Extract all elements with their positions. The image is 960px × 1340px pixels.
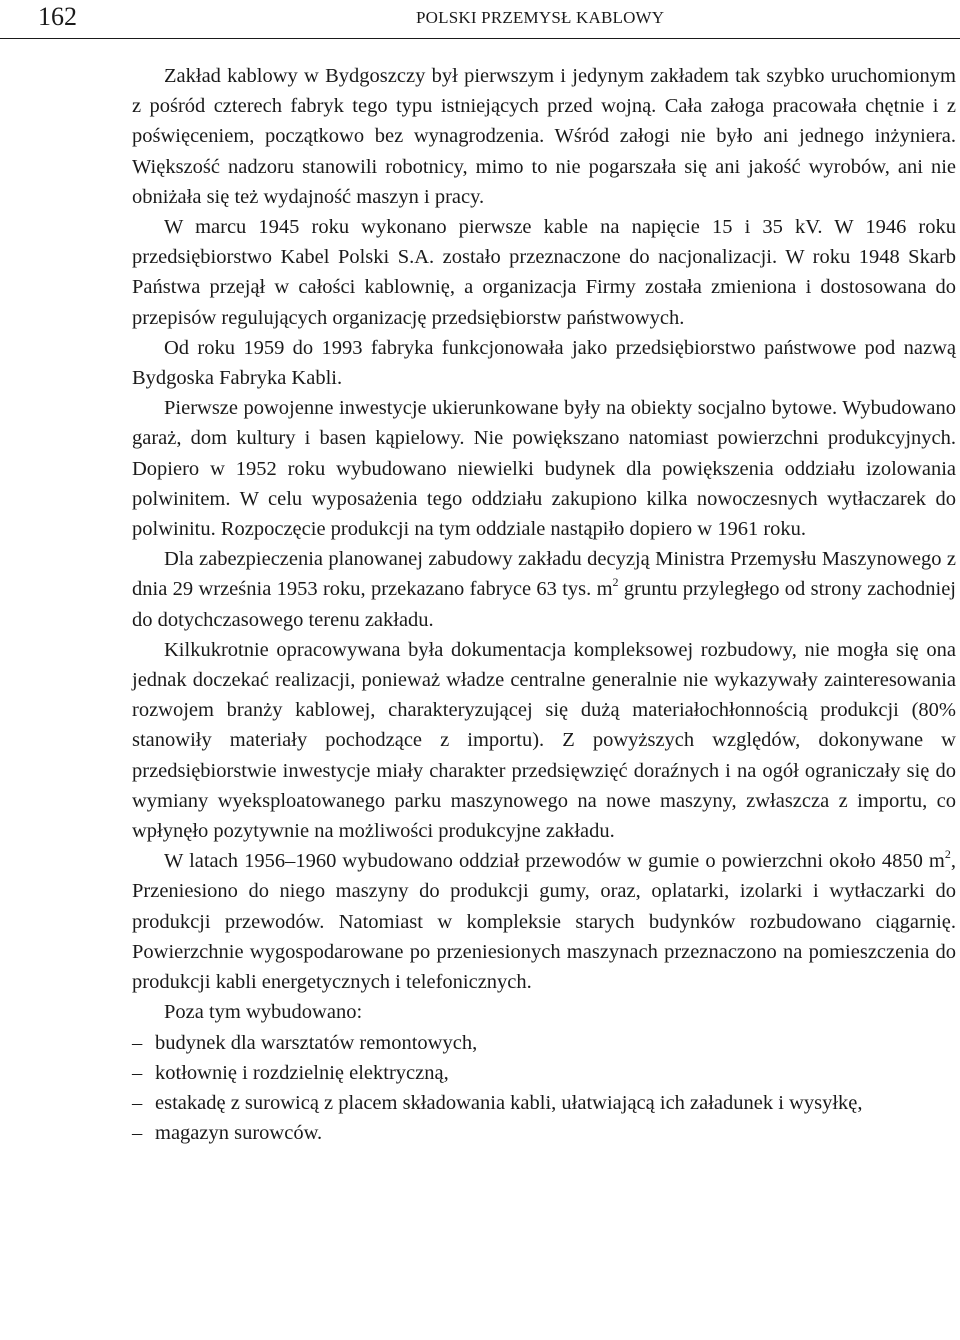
paragraph: Zakład kablowy w Bydgoszczy był pierwszym i jedynym zakładem tak szybko uruchomionym z pośród czterech fabryk tego typu istniejących przed wojną. Cała załoga pracowała chętnie i z poświęceniem, początkowo bez wynagrodzenia. Wśród załogi nie było ani jednego inżyniera. Większość nadzoru stanowili robotnicy, mimo to nie pogarszała się ani jakość wyrobów, ani nie obniżała się też wydajność maszyn i pracy. — [132, 65, 956, 208]
superscript: 2 — [612, 575, 619, 590]
built-items-list — [132, 1028, 956, 1149]
list-item-text: budynek dla warsztatów remontowych, — [155, 1031, 478, 1054]
list-item-text: kotłownię i rozdzielnię elektryczną, — [155, 1061, 449, 1084]
paragraph — [132, 544, 956, 635]
superscript: 2 — [944, 847, 951, 862]
list-intro: Poza tym wybudowano: — [164, 1001, 363, 1024]
paragraph — [132, 846, 956, 997]
list-dash: – — [132, 1031, 143, 1054]
page-header — [0, 0, 960, 39]
text-run: W latach 1956–1960 wybudowano oddział przewodów w gumie o powierzchni około 4850 m — [164, 850, 945, 873]
list-dash: – — [132, 1122, 143, 1145]
list-item — [132, 1118, 956, 1148]
list-item-text: magazyn surowców. — [155, 1122, 323, 1145]
text-run: gruntu przyległego od strony zachodniej do dotychczasowego terenu zakładu. — [132, 578, 956, 631]
body-text — [132, 61, 956, 1148]
paragraph: Od roku 1959 do 1993 fabryka funkcjonowała jako przedsiębiorstwo państwowe pod nazwą Bydgoska Fabryka Kabli. — [132, 336, 956, 390]
list-dash: – — [132, 1061, 143, 1084]
list-item — [132, 1088, 956, 1118]
paragraph: Pierwsze powojenne inwestycje ukierunkowane były na obiekty socjalno bytowe. Wybudowano garaż, dom kultury i basen kąpielowy. Nie powiększano natomiast powierzchni produkcyjnych. Dopiero w 1952 roku wybudowano niewielki budynek dla powiększenia oddziału izolowania polwinitem. W celu wyposażenia tego oddziału zakupiono kilka nowoczesnych wytłaczarek do polwinitu. Rozpoczęcie produkcji na tym oddziale nastąpiło dopiero w 1961 roku. — [132, 397, 956, 541]
paragraph: W marcu 1945 roku wykonano pierwsze kable na napięcie 15 i 35 kV. W 1946 roku przedsiębiorstwo Kabel Polski S.A. zostało przeznaczone do nacjonalizacji. W roku 1948 Skarb Państwa przejął w całości kablownię, a organizacja Firmy została zmieniona i dostosowana do przepisów regulujących organizację przedsiębiorstw państwowych. — [132, 216, 956, 329]
list-dash: – — [132, 1091, 143, 1114]
list-item — [132, 1028, 956, 1058]
paragraph: Kilkukrotnie opracowywana była dokumentacja kompleksowej rozbudowy, nie mogła się ona jednak doczekać realizacji, ponieważ władze centralne generalnie nie wykazywały zainteresowania rozwojem branży kablowej, charakteryzującej się dużą materiałochłonnością produkcji (80% stanowiły materiały pochodzące z importu). Z powyższych względów, dokonywane w przedsiębiorstwie inwestycje miały charakter przedsięwzięć doraźnych i na ogół ograniczały się do wymiany wyeksploatowanego parku maszynowego na nowe maszyny, zwłaszcza z importu, co wpłynęło pozytywnie na możliwości produkcyjne zakładu. — [132, 638, 956, 843]
text-run: , Przeniesiono do niego maszyny do produkcji gumy, oraz, oplatarki, izolarki i wytłaczarki do produkcji przewodów. Natomiast w kompleksie starych budynków rozbudowano ciągarnię. Powierzchnie wygospodarowane po przeniesionych maszynach przeznaczono na pomieszczenia do produkcji kabli energetycznych i telefonicznych. — [132, 850, 956, 994]
running-title: POLSKI PRZEMYSŁ KABLOWY — [416, 8, 665, 27]
list-item — [132, 1058, 956, 1088]
text-run: Dla zabezpieczenia planowanej zabudowy zakładu decyzją Ministra Przemysłu Maszynowego z dnia 29 września 1953 roku, przekazano fabryce 63 tys. m — [132, 548, 956, 601]
list-item-text: estakadę z surowicą z placem składowania kabli, ułatwiającą ich załadunek i wysyłkę, — [155, 1091, 863, 1114]
page-number: 162 — [38, 2, 77, 31]
